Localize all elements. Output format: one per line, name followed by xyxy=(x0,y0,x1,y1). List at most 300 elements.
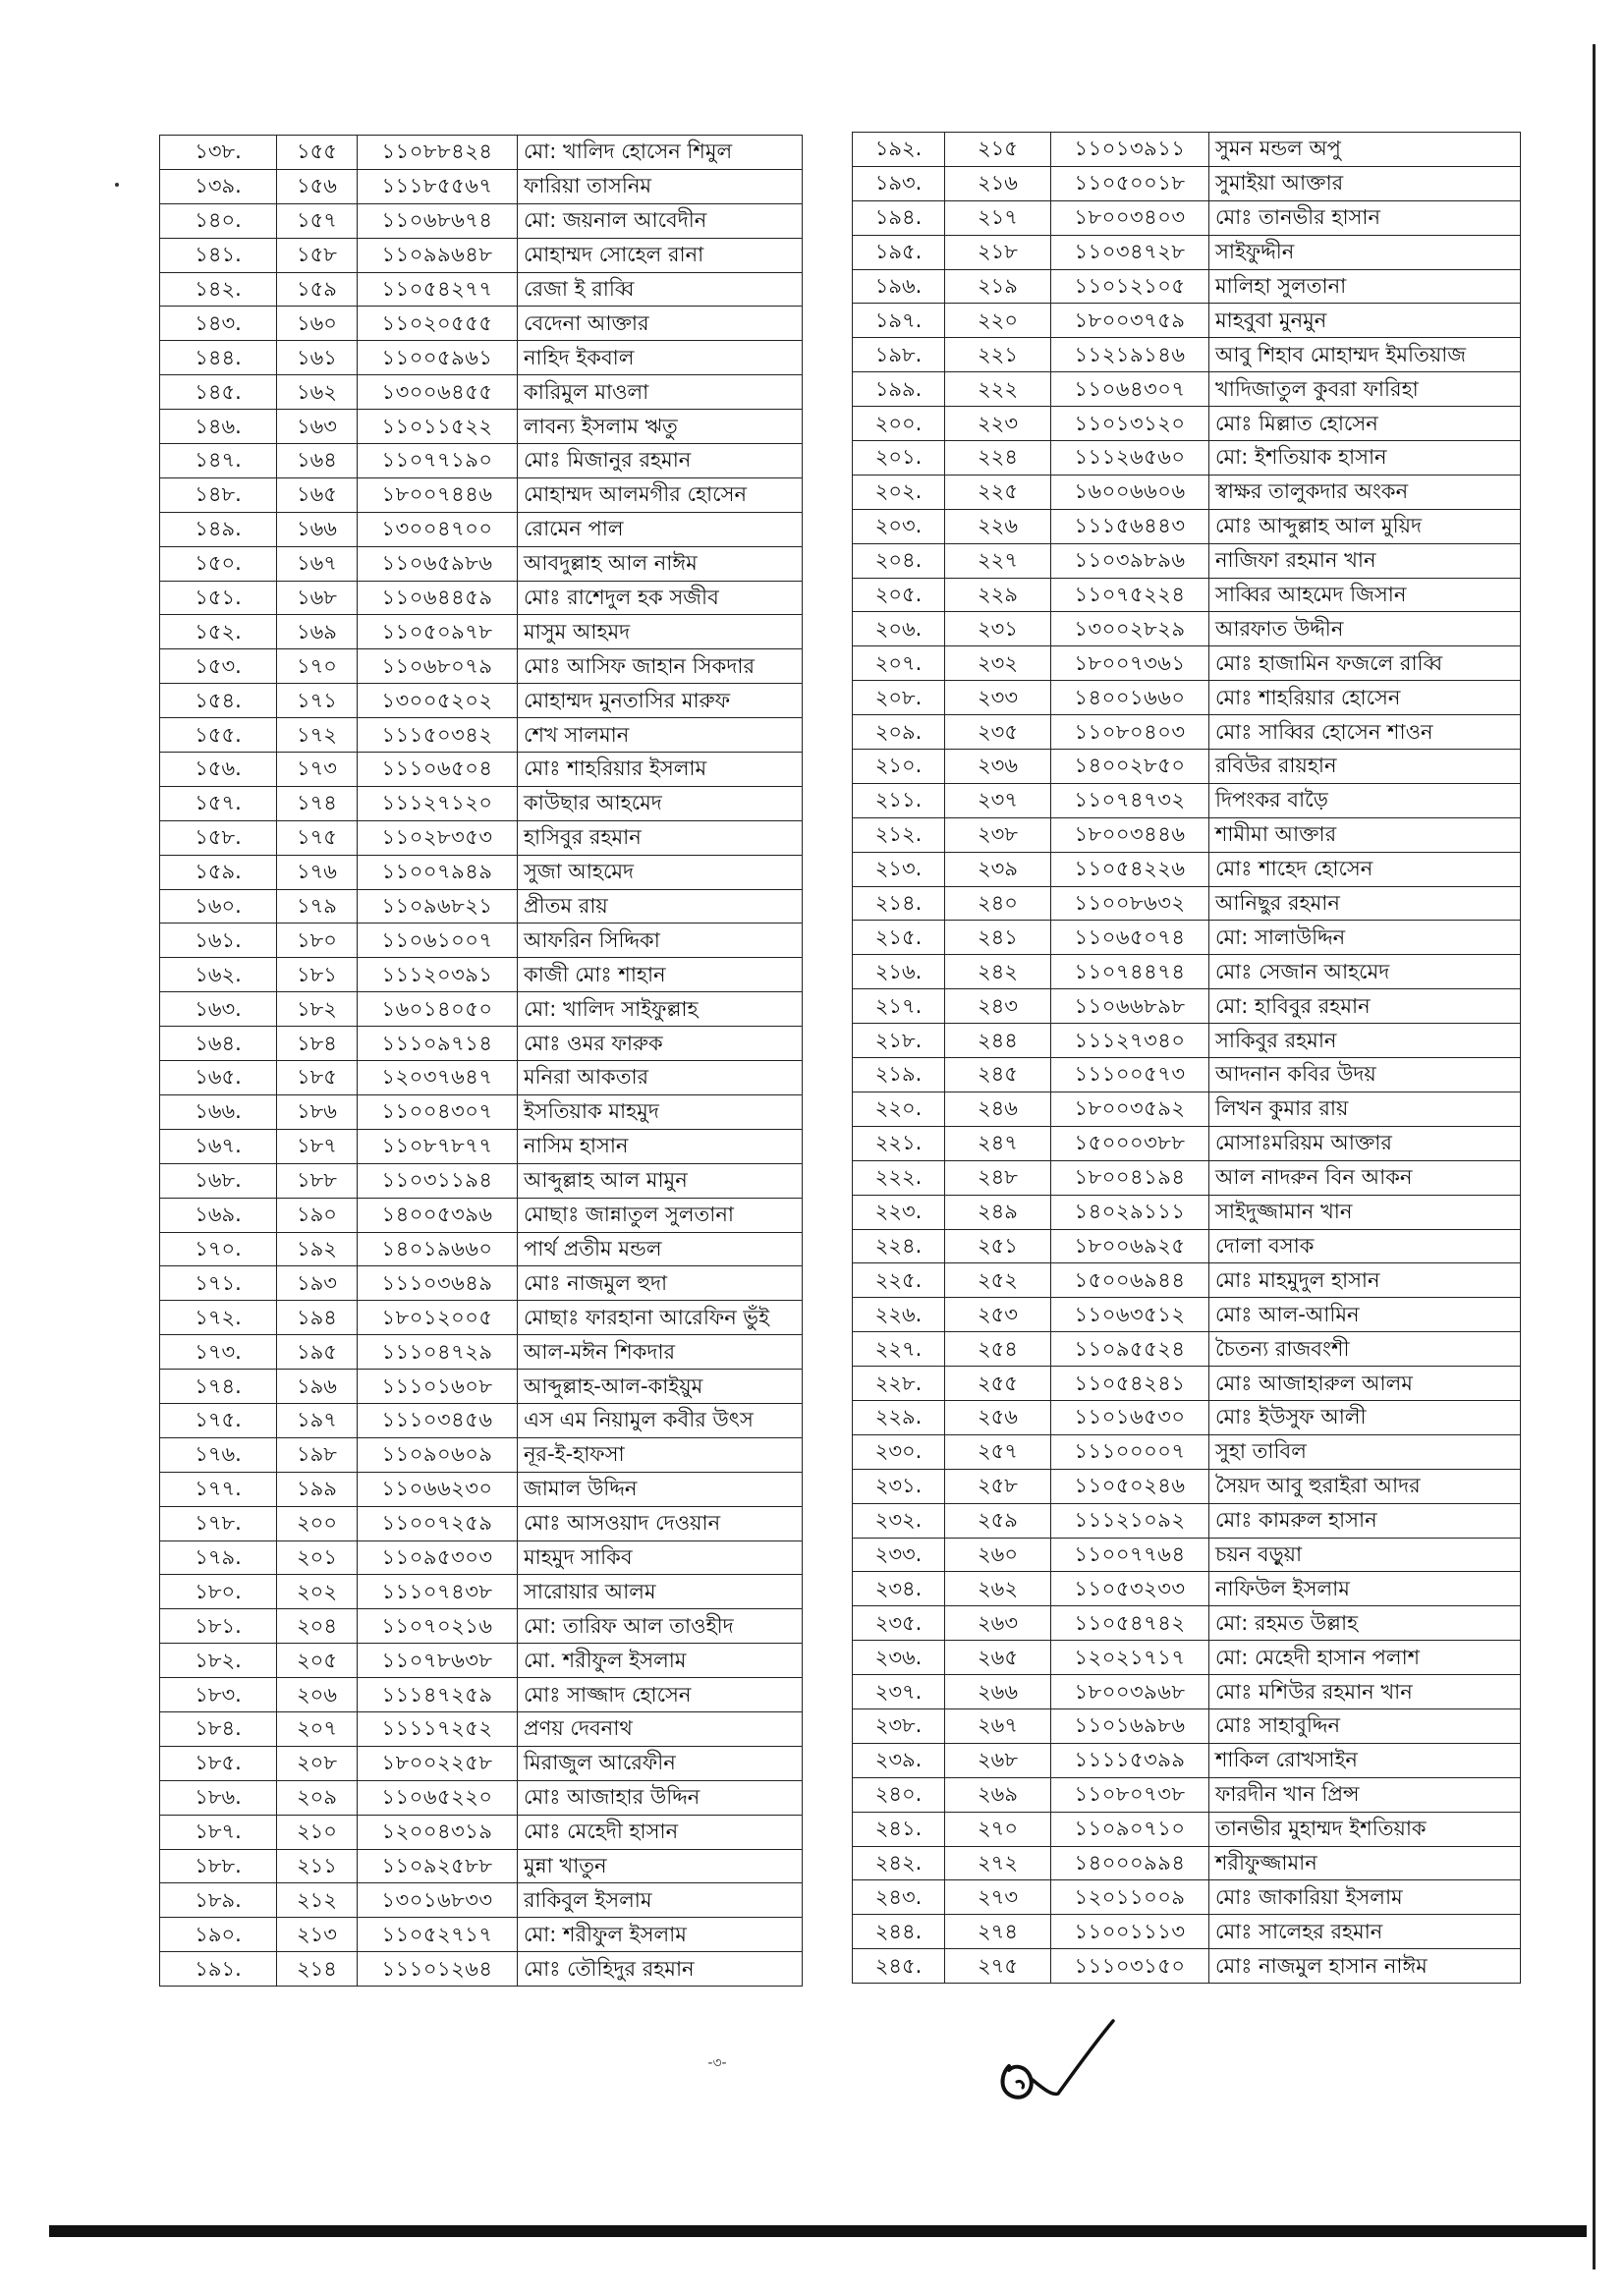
table-row xyxy=(160,718,803,753)
table-row xyxy=(853,750,1521,784)
serial-cell: ১৩৮. xyxy=(160,136,277,170)
serial-cell: ২০৬. xyxy=(853,612,945,646)
registration-cell: ১১১২১০৯২ xyxy=(1051,1503,1209,1538)
table-row xyxy=(853,1572,1521,1606)
roll-cell: ১৬৩ xyxy=(277,410,358,444)
name-cell: আদনান কবির উদয় xyxy=(1209,1058,1521,1092)
name-cell: নাজিফা রহমান খান xyxy=(1209,543,1521,578)
name-cell: মোহাম্মদ মুনতাসির মারুফ xyxy=(518,684,803,718)
name-cell: বেদেনা আক্তার xyxy=(518,307,803,341)
table-row xyxy=(160,581,803,615)
table-row xyxy=(160,992,803,1027)
roll-cell: ২২৯ xyxy=(945,578,1051,612)
registration-cell: ১১০৬৫০৭৪ xyxy=(1051,921,1209,955)
roll-cell: ২৩৩ xyxy=(945,681,1051,715)
table-row xyxy=(160,649,803,684)
scan-speck xyxy=(115,183,119,187)
name-cell: মোঃ মশিউর রহমান খান xyxy=(1209,1675,1521,1709)
roll-cell: ১৭৪ xyxy=(277,786,358,820)
serial-cell: ১৬৭. xyxy=(160,1129,277,1163)
roll-cell: ২৫৯ xyxy=(945,1503,1051,1538)
roll-cell: ১৬৮ xyxy=(277,581,358,615)
name-cell: কারিমুল মাওলা xyxy=(518,375,803,410)
roll-cell: ২০৬ xyxy=(277,1678,358,1712)
table-row xyxy=(160,1883,803,1918)
name-cell: আল নাদরুন বিন আকন xyxy=(1209,1160,1521,1195)
serial-cell: ২৩৩. xyxy=(853,1538,945,1572)
name-cell: আব্দুল্লাহ আল মামুন xyxy=(518,1163,803,1198)
roll-cell: ২০২ xyxy=(277,1575,358,1609)
name-cell: শরীফুজ্জামান xyxy=(1209,1846,1521,1880)
registration-cell: ১১১০৬৫০৪ xyxy=(358,753,518,787)
roll-cell: ২৫৩ xyxy=(945,1298,1051,1332)
registration-cell: ১১০৯৬৮২১ xyxy=(358,889,518,924)
serial-cell: ২৩৯. xyxy=(853,1743,945,1777)
table-row xyxy=(853,1263,1521,1298)
table-row xyxy=(160,341,803,375)
serial-cell: ১৪৭. xyxy=(160,444,277,478)
roll-cell: ১৫৮ xyxy=(277,238,358,272)
registration-cell: ১১০৯২৫৮৮ xyxy=(358,1849,518,1883)
table-row xyxy=(853,612,1521,646)
roll-cell: ২১৫ xyxy=(945,133,1051,167)
serial-cell: ১৫৯. xyxy=(160,855,277,889)
roll-cell: ২২১ xyxy=(945,338,1051,372)
table-row xyxy=(853,646,1521,681)
name-cell: নূর-ই-হাফসা xyxy=(518,1437,803,1472)
name-cell: মোঃ হাজামিন ফজলে রাব্বি xyxy=(1209,646,1521,681)
serial-cell: ২৩১. xyxy=(853,1469,945,1503)
roll-cell: ১৬৯ xyxy=(277,615,358,649)
roll-cell: ১৮২ xyxy=(277,992,358,1027)
serial-cell: ২২৬. xyxy=(853,1298,945,1332)
registration-cell: ১৮০০৩৫৯২ xyxy=(1051,1092,1209,1126)
name-cell: দিপংকর বাড়ৈ xyxy=(1209,783,1521,817)
table-row xyxy=(160,889,803,924)
registration-cell: ১৩০০২৮২৯ xyxy=(1051,612,1209,646)
serial-cell: ১৮৮. xyxy=(160,1849,277,1883)
registration-cell: ১১১০০০০৭ xyxy=(1051,1434,1209,1469)
serial-cell: ২০৪. xyxy=(853,543,945,578)
name-cell: মোঃ মাহমুদুল হাসান xyxy=(1209,1263,1521,1298)
name-cell: চৈতন্য রাজবংশী xyxy=(1209,1332,1521,1367)
table-row xyxy=(160,1575,803,1609)
name-cell: লিখন কুমার রায় xyxy=(1209,1092,1521,1126)
table-row xyxy=(160,169,803,203)
serial-cell: ২৩৬. xyxy=(853,1641,945,1675)
serial-cell: ২৩২. xyxy=(853,1503,945,1538)
registration-cell: ১১০৫৪২৪১ xyxy=(1051,1367,1209,1401)
serial-cell: ২৩৪. xyxy=(853,1572,945,1606)
table-row xyxy=(160,1952,803,1987)
table-row xyxy=(853,441,1521,476)
registration-cell: ১১১০৭৪৩৮ xyxy=(358,1575,518,1609)
name-cell: মোহাম্মদ সোহেল রানা xyxy=(518,238,803,272)
registration-cell: ১৪০০০৯৯৪ xyxy=(1051,1846,1209,1880)
registration-cell: ১১০০৭২৫৯ xyxy=(358,1506,518,1540)
roll-cell: ২৩৮ xyxy=(945,817,1051,852)
name-cell: মোঃ মিজানুর রহমান xyxy=(518,444,803,478)
registration-cell: ১১১০১২৬৪ xyxy=(358,1952,518,1987)
registration-cell: ১১০০৭৭৬৪ xyxy=(1051,1538,1209,1572)
name-cell: পার্থ প্রতীম মন্ডল xyxy=(518,1232,803,1266)
name-cell: আরফাত উদ্দীন xyxy=(1209,612,1521,646)
table-row xyxy=(160,1027,803,1061)
table-row xyxy=(853,989,1521,1024)
name-cell: রাকিবুল ইসলাম xyxy=(518,1883,803,1918)
registration-cell: ১৮০০৭৪৪৬ xyxy=(358,477,518,512)
table-row xyxy=(853,1503,1521,1538)
name-cell: খাদিজাতুল কুবরা ফারিহা xyxy=(1209,372,1521,407)
roll-cell: ২৪০ xyxy=(945,886,1051,921)
registration-cell: ১১০৭৭১৯০ xyxy=(358,444,518,478)
roll-cell: ২১৮ xyxy=(945,235,1051,269)
serial-cell: ১৫৩. xyxy=(160,649,277,684)
serial-cell: ২০৫. xyxy=(853,578,945,612)
roll-cell: ২৩৭ xyxy=(945,783,1051,817)
registration-cell: ১১১৪৭২৫৯ xyxy=(358,1678,518,1712)
registration-cell: ১৮০০৬৯২৫ xyxy=(1051,1229,1209,1263)
serial-cell: ১৭৩. xyxy=(160,1335,277,1370)
registration-cell: ১১০৩৯৮৯৬ xyxy=(1051,543,1209,578)
name-cell: প্রণয় দেবনাথ xyxy=(518,1711,803,1746)
serial-cell: ১৮৫. xyxy=(160,1746,277,1780)
name-cell: মো: হাবিবুর রহমান xyxy=(1209,989,1521,1024)
registration-cell: ১৮০০৩৭৫৯ xyxy=(1051,304,1209,338)
serial-cell: ১৯২. xyxy=(853,133,945,167)
roll-cell: ২৩২ xyxy=(945,646,1051,681)
table-row xyxy=(160,1918,803,1952)
roll-cell: ১৮৫ xyxy=(277,1061,358,1095)
table-row xyxy=(853,1812,1521,1846)
name-cell: মোঃ ইউসুফ আলী xyxy=(1209,1400,1521,1434)
table-row xyxy=(853,715,1521,750)
serial-cell: ২১০. xyxy=(853,750,945,784)
serial-cell: ১৬৫. xyxy=(160,1061,277,1095)
roll-cell: ২৭৩ xyxy=(945,1880,1051,1915)
table-row xyxy=(160,786,803,820)
serial-cell: ১৭০. xyxy=(160,1232,277,1266)
roll-cell: ২২৬ xyxy=(945,509,1051,543)
registration-cell: ১৮০০৭৩৬১ xyxy=(1051,646,1209,681)
name-cell: স্বাক্ষর তালুকদার অংকন xyxy=(1209,475,1521,509)
registration-cell: ১১০৩১১৯৪ xyxy=(358,1163,518,1198)
registration-cell: ১১২১৯১৪৬ xyxy=(1051,338,1209,372)
roll-cell: ২৪৩ xyxy=(945,989,1051,1024)
name-cell: সুজা আহমেদ xyxy=(518,855,803,889)
serial-cell: ১৪৯. xyxy=(160,512,277,546)
table-row xyxy=(853,886,1521,921)
table-row xyxy=(160,444,803,478)
serial-cell: ২০১. xyxy=(853,441,945,476)
serial-cell: ২১৬. xyxy=(853,955,945,989)
roll-cell: ১৭২ xyxy=(277,718,358,753)
roll-cell: ২২৭ xyxy=(945,543,1051,578)
name-cell: প্রীতম রায় xyxy=(518,889,803,924)
table-row xyxy=(160,924,803,958)
table-row xyxy=(853,372,1521,407)
serial-cell: ২১৩. xyxy=(853,852,945,886)
table-row xyxy=(853,1469,1521,1503)
name-cell: মোঃ আসিফ জাহান সিকদার xyxy=(518,649,803,684)
roll-cell: ২৪৪ xyxy=(945,1024,1051,1058)
roll-cell: ১৭৩ xyxy=(277,753,358,787)
signature-mark xyxy=(987,2009,1120,2107)
result-table-left xyxy=(159,135,803,1987)
name-cell: আবদুল্লাহ আল নাঈম xyxy=(518,546,803,581)
name-cell: দোলা বসাক xyxy=(1209,1229,1521,1263)
result-table-left-body xyxy=(160,136,803,1987)
table-row xyxy=(160,1335,803,1370)
registration-cell: ১৩০১৬৮৩৩ xyxy=(358,1883,518,1918)
serial-cell: ১৬৩. xyxy=(160,992,277,1027)
serial-cell: ১৯৯. xyxy=(853,372,945,407)
serial-cell: ১৪৬. xyxy=(160,410,277,444)
serial-cell: ১৭৯. xyxy=(160,1540,277,1575)
serial-cell: ২৪২. xyxy=(853,1846,945,1880)
table-row xyxy=(160,1370,803,1404)
registration-cell: ১১০৯০৭১০ xyxy=(1051,1812,1209,1846)
roll-cell: ২৩৯ xyxy=(945,852,1051,886)
name-cell: রেজা ই রাব্বি xyxy=(518,272,803,307)
name-cell: সুমন মন্ডল অপু xyxy=(1209,133,1521,167)
serial-cell: ২১৭. xyxy=(853,989,945,1024)
roll-cell: ১৮৭ xyxy=(277,1129,358,1163)
serial-cell: ১৬০. xyxy=(160,889,277,924)
table-row xyxy=(853,1434,1521,1469)
roll-cell: ২০৯ xyxy=(277,1780,358,1815)
registration-cell: ১৮০০৪১৯৪ xyxy=(1051,1160,1209,1195)
serial-cell: ২০০. xyxy=(853,407,945,441)
name-cell: মোঃ আসওয়াদ দেওয়ান xyxy=(518,1506,803,1540)
registration-cell: ১১০৮০৭৩৮ xyxy=(1051,1777,1209,1812)
name-cell: মাহমুদ সাকিব xyxy=(518,1540,803,1575)
name-cell: মোঃ শাহেদ হোসেন xyxy=(1209,852,1521,886)
name-cell: আবু শিহাব মোহাম্মদ ইমতিয়াজ xyxy=(1209,338,1521,372)
roll-cell: ২১১ xyxy=(277,1849,358,1883)
table-row xyxy=(160,1711,803,1746)
serial-cell: ১৫৬. xyxy=(160,753,277,787)
result-table-right-body xyxy=(853,133,1521,1984)
registration-cell: ১৮০১২০০৫ xyxy=(358,1301,518,1335)
table-row xyxy=(160,546,803,581)
registration-cell: ১১০৬১০০৭ xyxy=(358,924,518,958)
name-cell: শেখ সালমান xyxy=(518,718,803,753)
table-row xyxy=(853,1708,1521,1743)
serial-cell: ১৭৭. xyxy=(160,1472,277,1506)
table-row xyxy=(853,1880,1521,1915)
roll-cell: ১৯৫ xyxy=(277,1335,358,1370)
roll-cell: ২০৭ xyxy=(277,1711,358,1746)
roll-cell: ১৫৫ xyxy=(277,136,358,170)
table-row xyxy=(160,615,803,649)
name-cell: মোঃ রাশেদুল হক সজীব xyxy=(518,581,803,615)
registration-cell: ১১১০৯৭১৪ xyxy=(358,1027,518,1061)
name-cell: মো: ইশতিয়াক হাসান xyxy=(1209,441,1521,476)
serial-cell: ১৮৩. xyxy=(160,1678,277,1712)
serial-cell: ২২১. xyxy=(853,1126,945,1160)
roll-cell: ২১৬ xyxy=(945,166,1051,200)
name-cell: মিরাজুল আরেফীন xyxy=(518,1746,803,1780)
name-cell: রোমেন পাল xyxy=(518,512,803,546)
serial-cell: ২০২. xyxy=(853,475,945,509)
serial-cell: ২২৯. xyxy=(853,1400,945,1434)
roll-cell: ১৭১ xyxy=(277,684,358,718)
table-row xyxy=(160,136,803,170)
table-row xyxy=(853,338,1521,372)
roll-cell: ২৩৫ xyxy=(945,715,1051,750)
roll-cell: ২৬০ xyxy=(945,1538,1051,1572)
registration-cell: ১২০০৪৩১৯ xyxy=(358,1815,518,1849)
name-cell: মোঃ সাহাবুদ্দিন xyxy=(1209,1708,1521,1743)
registration-cell: ১৬০০৬৬০৬ xyxy=(1051,475,1209,509)
name-cell: মো: তারিফ আল তাওহীদ xyxy=(518,1609,803,1644)
name-cell: মো: সালাউদ্দিন xyxy=(1209,921,1521,955)
name-cell: লাবন্য ইসলাম ঋতু xyxy=(518,410,803,444)
table-row xyxy=(160,1198,803,1232)
result-table-right xyxy=(852,132,1521,1984)
serial-cell: ২৪১. xyxy=(853,1812,945,1846)
registration-cell: ১১০৮০৪০৩ xyxy=(1051,715,1209,750)
bottom-rule xyxy=(49,2225,1587,2237)
registration-cell: ১১০৫২৭১৭ xyxy=(358,1918,518,1952)
roll-cell: ২৬৭ xyxy=(945,1708,1051,1743)
name-cell: জামাল উদ্দিন xyxy=(518,1472,803,1506)
table-row xyxy=(160,1232,803,1266)
serial-cell: ১৫০. xyxy=(160,546,277,581)
table-row xyxy=(853,304,1521,338)
serial-cell: ১৮১. xyxy=(160,1609,277,1644)
roll-cell: ১৮৮ xyxy=(277,1163,358,1198)
serial-cell: ১৯৫. xyxy=(853,235,945,269)
roll-cell: ২৪৯ xyxy=(945,1195,1051,1229)
table-row xyxy=(853,1949,1521,1984)
table-row xyxy=(160,1061,803,1095)
name-cell: সাইদুজ্জামান খান xyxy=(1209,1195,1521,1229)
registration-cell: ১৩০০৬৪৫৫ xyxy=(358,375,518,410)
registration-cell: ১৮০০৩৪৪৬ xyxy=(1051,817,1209,852)
roll-cell: ২৪৫ xyxy=(945,1058,1051,1092)
roll-cell: ২১৩ xyxy=(277,1918,358,1952)
name-cell: মোঃ মিল্লাত হোসেন xyxy=(1209,407,1521,441)
table-row xyxy=(160,1609,803,1644)
registration-cell: ১২০২১৭১৭ xyxy=(1051,1641,1209,1675)
table-row xyxy=(853,852,1521,886)
table-row xyxy=(160,820,803,855)
registration-cell: ১১০৬৪৪৫৯ xyxy=(358,581,518,615)
registration-cell: ১৫০০০৩৮৮ xyxy=(1051,1126,1209,1160)
serial-cell: ১৫৭. xyxy=(160,786,277,820)
name-cell: মোঃ আব্দুল্লাহ আল মুয়িদ xyxy=(1209,509,1521,543)
roll-cell: ১৬২ xyxy=(277,375,358,410)
roll-cell: ১৭৯ xyxy=(277,889,358,924)
roll-cell: ২৫৮ xyxy=(945,1469,1051,1503)
name-cell: সৈয়দ আবু হুরাইরা আদর xyxy=(1209,1469,1521,1503)
registration-cell: ১১০১১৫২২ xyxy=(358,410,518,444)
table-row xyxy=(160,477,803,512)
roll-cell: ১৫৯ xyxy=(277,272,358,307)
registration-cell: ১৪০০২৮৫০ xyxy=(1051,750,1209,784)
name-cell: সাকিবুর রহমান xyxy=(1209,1024,1521,1058)
table-row xyxy=(853,1641,1521,1675)
serial-cell: ১৯০. xyxy=(160,1918,277,1952)
serial-cell: ২৪০. xyxy=(853,1777,945,1812)
registration-cell: ১১০৫৪৭৪২ xyxy=(1051,1606,1209,1641)
roll-cell: ১৬১ xyxy=(277,341,358,375)
name-cell: মো: শরীফুল ইসলাম xyxy=(518,1918,803,1952)
serial-cell: ১৭৫. xyxy=(160,1403,277,1437)
registration-cell: ১১০৬৮০৭৯ xyxy=(358,649,518,684)
roll-cell: ২৩৬ xyxy=(945,750,1051,784)
registration-cell: ১১০৬৬৮৯৮ xyxy=(1051,989,1209,1024)
serial-cell: ১৫৮. xyxy=(160,820,277,855)
roll-cell: ২৭৪ xyxy=(945,1915,1051,1949)
roll-cell: ২৪৭ xyxy=(945,1126,1051,1160)
registration-cell: ১১০৭৪৭৩২ xyxy=(1051,783,1209,817)
serial-cell: ২২২. xyxy=(853,1160,945,1195)
table-row xyxy=(853,200,1521,235)
roll-cell: ১৬০ xyxy=(277,307,358,341)
name-cell: মোঃ সাব্বির হোসেন শাওন xyxy=(1209,715,1521,750)
serial-cell: ২০৮. xyxy=(853,681,945,715)
roll-cell: ২৪৬ xyxy=(945,1092,1051,1126)
name-cell: সুহা তাবিল xyxy=(1209,1434,1521,1469)
table-row xyxy=(853,1915,1521,1949)
table-row xyxy=(853,166,1521,200)
table-row xyxy=(160,1780,803,1815)
registration-cell: ১১০০৪৩০৭ xyxy=(358,1094,518,1129)
serial-cell: ২১৫. xyxy=(853,921,945,955)
serial-cell: ১৮৭. xyxy=(160,1815,277,1849)
table-row xyxy=(160,1540,803,1575)
roll-cell: ২৭০ xyxy=(945,1812,1051,1846)
registration-cell: ১১১৫০৩৪২ xyxy=(358,718,518,753)
registration-cell: ১৬০১৪০৫০ xyxy=(358,992,518,1027)
serial-cell: ১৪০. xyxy=(160,203,277,238)
registration-cell: ১১০৫৪২২৬ xyxy=(1051,852,1209,886)
name-cell: মো: জয়নাল আবেদীন xyxy=(518,203,803,238)
serial-cell: ২১৪. xyxy=(853,886,945,921)
table-row xyxy=(853,1126,1521,1160)
table-row xyxy=(160,1506,803,1540)
registration-cell: ১১০৫৪২৭৭ xyxy=(358,272,518,307)
name-cell: আনিছুর রহমান xyxy=(1209,886,1521,921)
roll-cell: ২০৮ xyxy=(277,1746,358,1780)
table-row xyxy=(160,958,803,992)
serial-cell: ১৫৪. xyxy=(160,684,277,718)
serial-cell: ২১১. xyxy=(853,783,945,817)
table-row xyxy=(853,1195,1521,1229)
roll-cell: ১৯৭ xyxy=(277,1403,358,1437)
table-row xyxy=(160,272,803,307)
roll-cell: ২২৫ xyxy=(945,475,1051,509)
name-cell: শাকিল রোখসাইন xyxy=(1209,1743,1521,1777)
roll-cell: ২১৪ xyxy=(277,1952,358,1987)
name-cell: আব্দুল্লাহ-আল-কাইয়ুম xyxy=(518,1370,803,1404)
name-cell: নাসিম হাসান xyxy=(518,1129,803,1163)
serial-cell: ১৫৫. xyxy=(160,718,277,753)
registration-cell: ১১০৬৬২৩০ xyxy=(358,1472,518,1506)
serial-cell: ২৩৫. xyxy=(853,1606,945,1641)
registration-cell: ১১০৫০২৪৬ xyxy=(1051,1469,1209,1503)
serial-cell: ১৬৬. xyxy=(160,1094,277,1129)
name-cell: মোঃ আজাহারুল আলম xyxy=(1209,1367,1521,1401)
roll-cell: ২৪২ xyxy=(945,955,1051,989)
table-row xyxy=(160,1746,803,1780)
registration-cell: ১১০৭৪৪৭৪ xyxy=(1051,955,1209,989)
name-cell: মোঃ সেজান আহমেদ xyxy=(1209,955,1521,989)
name-cell: ইসতিয়াক মাহমুদ xyxy=(518,1094,803,1129)
